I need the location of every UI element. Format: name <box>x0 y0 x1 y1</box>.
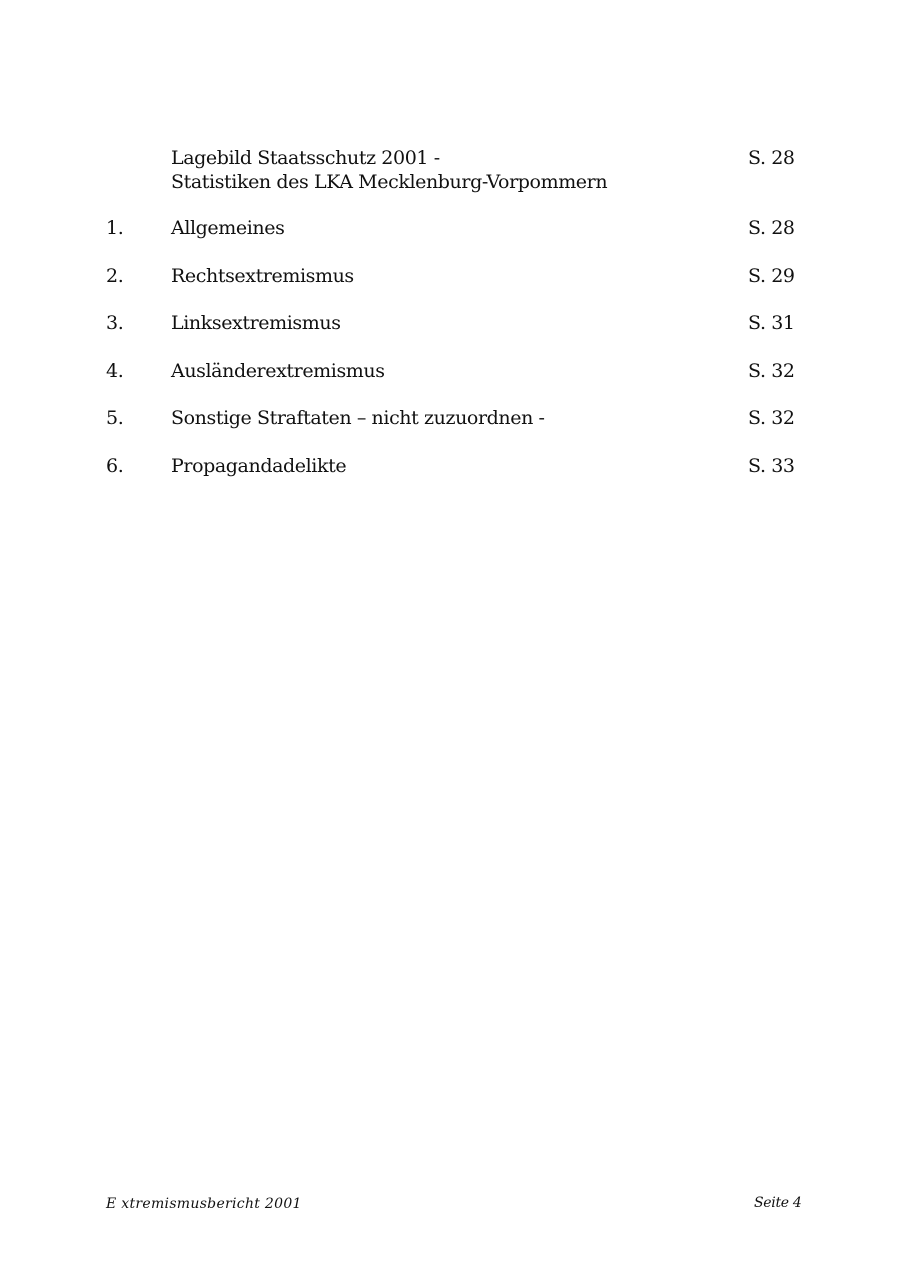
toc-item <box>0 454 900 502</box>
toc-header-line-2: Statistiken des LKA Mecklenburg-Vorpommern <box>171 171 608 193</box>
toc-item-title: Allgemeines <box>171 217 285 239</box>
toc-item-title: Sonstige Straftaten – nicht zuzuordnen - <box>171 407 545 429</box>
toc-section-header <box>171 146 731 194</box>
toc-item-title: Linksextremismus <box>171 312 341 334</box>
toc-item-page: S. 32 <box>748 359 795 382</box>
toc-item-title: Propagandadelikte <box>171 454 347 477</box>
toc-item-number: 6. <box>106 454 124 477</box>
toc-item-page: S. 33 <box>748 454 795 477</box>
toc-item <box>0 264 900 312</box>
toc-item <box>0 406 900 454</box>
toc-item <box>0 311 900 359</box>
toc-item-number: 5. <box>106 407 124 429</box>
toc-item-number: 2. <box>106 264 124 287</box>
footer-page-number: Seite 4 <box>754 1195 802 1211</box>
footer-report-title: E xtremismusbericht 2001 <box>106 1196 302 1212</box>
toc-item-page: S. 31 <box>748 312 795 334</box>
toc-item-number: 3. <box>106 312 124 334</box>
toc-header-line-1: Lagebild Staatsschutz 2001 - <box>171 147 440 169</box>
toc-item-title: Ausländerextremismus <box>171 359 385 382</box>
toc-item-title: Rechtsextremismus <box>171 264 354 287</box>
toc-item <box>0 216 900 264</box>
toc-item-number: 1. <box>106 217 124 239</box>
toc-item <box>0 359 900 407</box>
toc-item-page: S. 32 <box>748 407 795 429</box>
toc-item-page: S. 29 <box>748 264 795 287</box>
toc-list <box>0 216 900 501</box>
toc-item-page: S. 28 <box>748 217 795 239</box>
toc-header-page-number: S. 28 <box>748 147 795 169</box>
toc-item-number: 4. <box>106 359 124 382</box>
